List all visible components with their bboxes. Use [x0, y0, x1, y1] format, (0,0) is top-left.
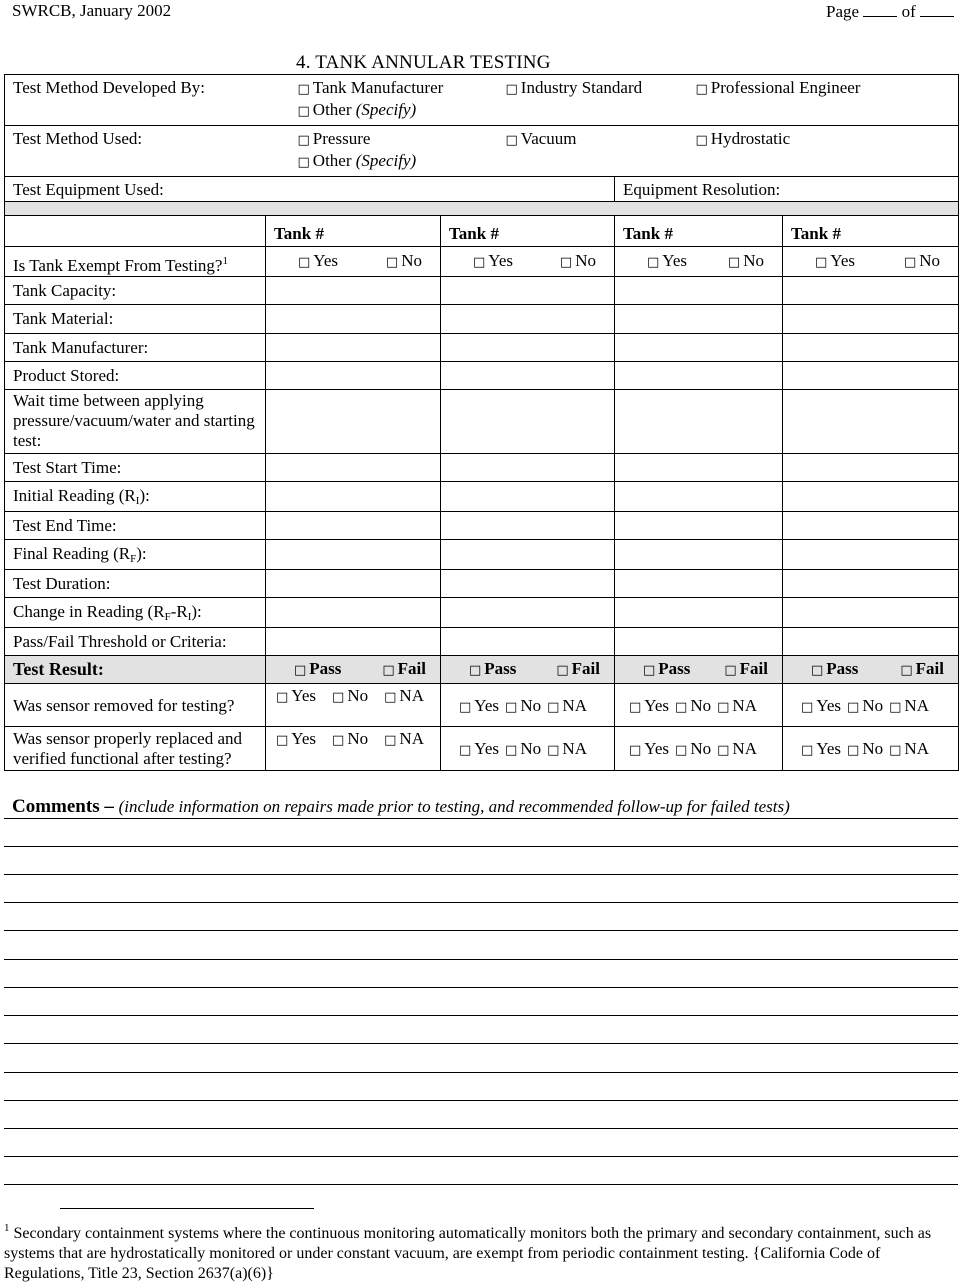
input-cell[interactable]	[615, 390, 783, 454]
footnote-divider	[60, 1208, 314, 1209]
input-cell[interactable]	[783, 362, 959, 390]
comment-line[interactable]	[4, 1128, 958, 1129]
fail-checkbox[interactable]: □ Fail	[900, 659, 944, 681]
comment-line[interactable]	[4, 987, 958, 988]
comment-line[interactable]	[4, 846, 958, 847]
input-cell[interactable]	[615, 454, 783, 482]
sensor-replaced-na[interactable]: □ NA	[889, 739, 929, 761]
pass-checkbox[interactable]: □ Pass	[643, 659, 690, 681]
input-cell[interactable]	[266, 512, 441, 540]
input-cell[interactable]	[783, 540, 959, 570]
tank-capacity-row	[5, 277, 959, 305]
product-stored-row	[5, 362, 959, 390]
comment-line[interactable]	[4, 1156, 958, 1157]
sensor-removed-no[interactable]: □ No	[332, 686, 368, 708]
input-cell[interactable]	[783, 628, 959, 656]
sensor-replaced-no[interactable]: □ No	[332, 729, 368, 751]
fail-checkbox[interactable]: □ Fail	[556, 659, 600, 681]
sensor-removed-no[interactable]: □ No	[505, 696, 541, 718]
input-cell[interactable]	[441, 570, 615, 598]
input-cell[interactable]	[266, 305, 441, 334]
start-time-row	[5, 454, 959, 482]
sensor-replaced-na[interactable]: □ NA	[717, 739, 757, 761]
input-cell[interactable]	[615, 305, 783, 334]
input-cell[interactable]	[441, 277, 615, 305]
input-cell[interactable]	[783, 277, 959, 305]
method-used-row	[5, 126, 959, 177]
input-cell[interactable]	[266, 628, 441, 656]
sensor-replaced-yes[interactable]: □ Yes	[801, 739, 841, 761]
developed-by-row	[5, 75, 959, 126]
input-cell[interactable]	[266, 570, 441, 598]
threshold-label: Pass/Fail Threshold or Criteria:	[5, 628, 266, 656]
sensor-removed-yes[interactable]: □ Yes	[629, 696, 669, 718]
input-cell[interactable]	[441, 512, 615, 540]
equipment-used-field[interactable]: Test Equipment Used:	[5, 177, 615, 202]
tank-material-row	[5, 305, 959, 334]
input-cell[interactable]	[615, 540, 783, 570]
comment-line[interactable]	[4, 1072, 958, 1073]
end-time-row	[5, 512, 959, 540]
sensor-removed-na[interactable]: □ NA	[547, 696, 587, 718]
input-cell[interactable]	[441, 628, 615, 656]
threshold-row	[5, 628, 959, 656]
input-cell[interactable]	[441, 598, 615, 628]
input-cell[interactable]	[783, 598, 959, 628]
tank-capacity-label: Tank Capacity:	[5, 277, 266, 305]
sensor-replaced-no[interactable]: □ No	[847, 739, 883, 761]
sensor-removed-no[interactable]: □ No	[847, 696, 883, 718]
sensor-removed-row	[5, 684, 959, 727]
test-result-label: Test Result:	[5, 656, 266, 684]
equipment-resolution-field[interactable]: Equipment Resolution:	[615, 177, 959, 202]
input-cell[interactable]	[266, 454, 441, 482]
comment-line[interactable]	[4, 1184, 958, 1185]
header-page-number: Page of	[826, 1, 954, 22]
specify-note: (Specify)	[355, 100, 417, 119]
option-tank-manufacturer[interactable]: □ Tank Manufacturer	[298, 78, 506, 100]
option-vacuum[interactable]: □ Vacuum	[506, 129, 696, 151]
input-cell[interactable]	[441, 305, 615, 334]
sensor-removed-na[interactable]: □ NA	[384, 686, 424, 708]
duration-row	[5, 570, 959, 598]
input-cell[interactable]	[266, 540, 441, 570]
equipment-row	[5, 177, 959, 202]
duration-label: Test Duration:	[5, 570, 266, 598]
input-cell[interactable]	[783, 454, 959, 482]
sensor-replaced-row	[5, 727, 959, 771]
input-cell[interactable]	[441, 390, 615, 454]
sensor-removed-yes[interactable]: □ Yes	[801, 696, 841, 718]
input-cell[interactable]	[615, 570, 783, 598]
input-cell[interactable]	[441, 482, 615, 512]
comment-line[interactable]	[4, 930, 958, 931]
tank-header-4: Tank #	[783, 216, 959, 247]
footnote: $^1$ Secondary containment systems where the continuous monitoring automatically monitors both the primary and secondary containment, such as systems that are hydrostatically monitored or under constant vacuum, are exempt from periodic containment testing. {California Code of Regulations, Title 23, Section 2637(a)(6)}	[4, 1222, 932, 1282]
tank-header-3: Tank #	[615, 216, 783, 247]
input-cell[interactable]	[615, 334, 783, 362]
input-cell[interactable]	[266, 598, 441, 628]
method-used-label: Test Method Used:	[5, 126, 266, 177]
sensor-replaced-yes[interactable]: □ Yes	[276, 729, 316, 751]
exempt-no-checkbox[interactable]: □ No	[560, 251, 596, 273]
exempt-yes-checkbox[interactable]: □ Yes	[647, 251, 687, 273]
sensor-removed-yes[interactable]: □ Yes	[276, 686, 316, 708]
exempt-yes-checkbox[interactable]: □ Yes	[298, 251, 338, 273]
change-in-reading-label: Change in Reading $(R_F-R_I)$:	[5, 598, 266, 628]
tank-header-1: Tank #	[266, 216, 441, 247]
input-cell[interactable]	[783, 512, 959, 540]
sensor-removed-na[interactable]: □ NA	[889, 696, 929, 718]
comment-line[interactable]	[4, 959, 958, 960]
comment-line[interactable]	[4, 1043, 958, 1044]
sensor-replaced-label: Was sensor properly replaced and verified functional after testing?	[5, 727, 266, 771]
exempt-yes-checkbox[interactable]: □ Yes	[473, 251, 513, 273]
input-cell[interactable]	[783, 334, 959, 362]
shaded-band	[5, 202, 959, 216]
initial-reading-label: Initial Reading $(R_I)$:	[5, 482, 266, 512]
sensor-removed-label: Was sensor removed for testing?	[5, 684, 266, 727]
comment-line[interactable]	[4, 818, 958, 819]
option-pressure[interactable]: □ Pressure	[298, 129, 506, 151]
comment-line[interactable]	[4, 1100, 958, 1101]
end-time-label: Test End Time:	[5, 512, 266, 540]
final-reading-row	[5, 540, 959, 570]
input-cell[interactable]	[615, 482, 783, 512]
input-cell[interactable]	[266, 334, 441, 362]
input-cell[interactable]	[441, 334, 615, 362]
specify-note: (Specify)	[355, 151, 417, 170]
sensor-replaced-na[interactable]: □ NA	[547, 739, 587, 761]
option-hydrostatic[interactable]: □ Hydrostatic	[696, 129, 791, 151]
input-cell[interactable]	[615, 628, 783, 656]
header-agency-date: SWRCB, January 2002	[12, 1, 172, 20]
exempt-label: Is Tank Exempt From Testing?$^1$	[5, 247, 266, 277]
tank-manufacturer-label: Tank Manufacturer:	[5, 334, 266, 362]
input-cell[interactable]	[266, 277, 441, 305]
option-other-developed[interactable]: □ Other	[298, 100, 352, 119]
tank-material-label: Tank Material:	[5, 305, 266, 334]
sensor-replaced-yes[interactable]: □ Yes	[629, 739, 669, 761]
option-professional-engineer[interactable]: □ Professional Engineer	[696, 78, 861, 100]
input-cell[interactable]	[783, 482, 959, 512]
initial-reading-row	[5, 482, 959, 512]
sensor-removed-yes[interactable]: □ Yes	[459, 696, 499, 718]
sensor-removed-na[interactable]: □ NA	[717, 696, 757, 718]
pass-checkbox[interactable]: □ Pass	[294, 659, 341, 681]
input-cell[interactable]	[266, 390, 441, 454]
input-cell[interactable]	[783, 305, 959, 334]
fail-checkbox[interactable]: □ Fail	[724, 659, 768, 681]
test-result-row	[5, 656, 959, 684]
sensor-replaced-yes[interactable]: □ Yes	[459, 739, 499, 761]
comments-heading: Comments – (include information on repairs made prior to testing, and recommended follow-up for failed tests)	[12, 796, 790, 817]
wait-time-row	[5, 390, 959, 454]
page-number-blank[interactable]	[863, 1, 897, 17]
input-cell[interactable]	[441, 362, 615, 390]
comment-line[interactable]	[4, 1015, 958, 1016]
pass-checkbox[interactable]: □ Pass	[469, 659, 516, 681]
input-cell[interactable]	[615, 598, 783, 628]
final-reading-label: Final Reading $(R_F)$:	[5, 540, 266, 570]
input-cell[interactable]	[615, 362, 783, 390]
tank-manufacturer-row	[5, 334, 959, 362]
sensor-replaced-na[interactable]: □ NA	[384, 729, 424, 751]
tank-header-2: Tank #	[441, 216, 615, 247]
input-cell[interactable]	[441, 540, 615, 570]
input-cell[interactable]	[441, 454, 615, 482]
option-industry-standard[interactable]: □ Industry Standard	[506, 78, 696, 100]
exempt-no-checkbox[interactable]: □ No	[728, 251, 764, 273]
section-title: 4. TANK ANNULAR TESTING	[296, 52, 551, 73]
input-cell[interactable]	[266, 362, 441, 390]
sensor-replaced-no[interactable]: □ No	[505, 739, 541, 761]
page-total-blank[interactable]	[920, 1, 954, 17]
product-stored-label: Product Stored:	[5, 362, 266, 390]
fail-checkbox[interactable]: □ Fail	[382, 659, 426, 681]
exempt-no-checkbox[interactable]: □ No	[904, 251, 940, 273]
exempt-no-checkbox[interactable]: □ No	[386, 251, 422, 273]
input-cell[interactable]	[266, 482, 441, 512]
input-cell[interactable]	[783, 570, 959, 598]
input-cell[interactable]	[615, 512, 783, 540]
wait-time-label: Wait time between applying pressure/vacuum/water and starting test:	[5, 390, 266, 454]
option-other-method[interactable]: □ Other	[298, 151, 352, 170]
tank-testing-table	[4, 74, 959, 771]
input-cell[interactable]	[615, 277, 783, 305]
sensor-replaced-no[interactable]: □ No	[675, 739, 711, 761]
exempt-row	[5, 247, 959, 277]
tank-header-row	[5, 216, 959, 247]
developed-by-label: Test Method Developed By:	[5, 75, 266, 126]
change-in-reading-row	[5, 598, 959, 628]
comment-line[interactable]	[4, 874, 958, 875]
comment-line[interactable]	[4, 902, 958, 903]
sensor-removed-no[interactable]: □ No	[675, 696, 711, 718]
input-cell[interactable]	[783, 390, 959, 454]
pass-checkbox[interactable]: □ Pass	[811, 659, 858, 681]
start-time-label: Test Start Time:	[5, 454, 266, 482]
exempt-yes-checkbox[interactable]: □ Yes	[815, 251, 855, 273]
